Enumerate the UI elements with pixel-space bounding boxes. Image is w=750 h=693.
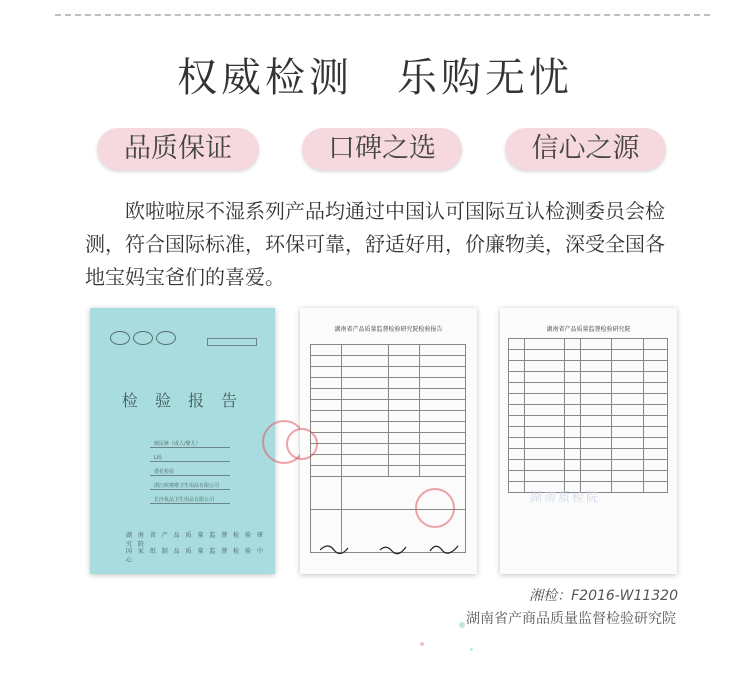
edge-stamp-icon bbox=[286, 428, 318, 460]
page-title: 权威检测 乐购无忧 bbox=[177, 55, 573, 101]
intro-paragraph: 欧啦啦尿不湿系列产品均通过中国认可国际互认检测委员会检测，符合国际标准，环保可靠，舒适好用，价廉物美，深受全国各地宝妈宝爸们的喜爱。 bbox=[85, 199, 665, 289]
cnas-logo-icon bbox=[156, 331, 176, 345]
cover-footer-institute: 湖 南 省 产 品 质 量 监 督 检 验 研 究 院 bbox=[126, 532, 265, 548]
watermark-text: 湖南质检院 bbox=[530, 490, 601, 504]
field-product: 纸尿裤（成人/婴儿） bbox=[120, 440, 250, 449]
report-page-2 bbox=[500, 308, 677, 574]
institute-name: 湖南省产商品质量监督检验研究院 bbox=[466, 611, 676, 627]
report-number: 湘检：F2016-W11320 bbox=[529, 588, 678, 604]
decor-dot bbox=[470, 648, 473, 651]
report-page-1 bbox=[300, 308, 477, 574]
pill-reputation: 口碑之选 bbox=[302, 128, 462, 170]
cal-logo-icon bbox=[133, 331, 153, 345]
decor-dot bbox=[420, 642, 424, 646]
pill-confidence: 信心之源 bbox=[505, 128, 666, 170]
field-manufacturer: 浙江欧啦啦卫生用品有限公司 bbox=[120, 482, 250, 491]
report2-table bbox=[508, 338, 668, 493]
pill-quality: 品质保证 bbox=[97, 128, 259, 170]
report1-title: 湖南省产品质量监督检验研究院检验报告 bbox=[334, 326, 443, 333]
top-divider bbox=[55, 14, 710, 16]
report2-title: 湖南省产品质量监督检验研究院 bbox=[546, 326, 631, 333]
field-model: L码 bbox=[120, 454, 250, 463]
cover-footer-center: 国 家 纸 制 品 质 量 监 督 检 验 中 心 bbox=[126, 548, 265, 564]
cover-title: 检 验 报 告 bbox=[121, 391, 244, 410]
approval-stamp-icon bbox=[415, 488, 455, 528]
field-client: 长沙优品卫生用品有限公司 bbox=[120, 496, 250, 505]
cma-logo-icon bbox=[110, 331, 130, 345]
field-type: 委托检验 bbox=[120, 468, 250, 477]
report-cover bbox=[90, 308, 275, 574]
signatures-icon bbox=[320, 540, 460, 556]
decor-dot bbox=[459, 622, 465, 628]
report-number-box bbox=[207, 338, 257, 346]
certification-logos bbox=[110, 330, 179, 349]
